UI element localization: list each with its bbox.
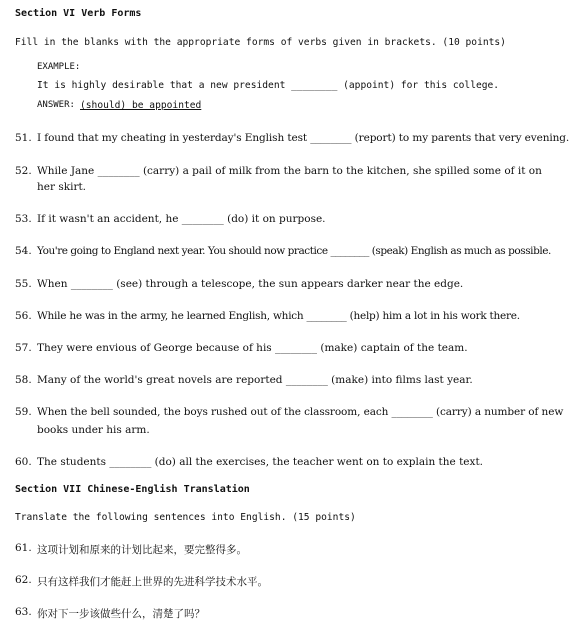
question-text: You're going to England next year. You should now practice ________ (speak) English as much as possible. xyxy=(37,245,551,257)
question-number: 61. xyxy=(15,542,32,554)
question-text-continued: her skirt. xyxy=(37,181,87,193)
section-6-title: Section VI Verb Forms xyxy=(15,8,142,19)
question-number: 60. xyxy=(15,456,32,468)
question-number: 57. xyxy=(15,342,32,354)
question-number: 54. xyxy=(15,245,32,257)
question-text: 只有这样我们才能赶上世界的先进科学技术水平。 xyxy=(37,576,268,588)
question-number: 63. xyxy=(15,606,32,618)
question-number: 58. xyxy=(15,374,32,386)
question-number: 55. xyxy=(15,278,32,290)
question-text: When the bell sounded, the boys rushed out of the classroom, each ________ (carry) a number of new xyxy=(37,406,564,418)
question-number: 53. xyxy=(15,213,32,225)
question-text: They were envious of George because of his ________ (make) captain of the team. xyxy=(37,342,468,354)
question-number: 56. xyxy=(15,310,32,322)
question-text: While he was in the army, he learned English, which ________ (help) him a lot in his work there. xyxy=(37,310,520,322)
question-number: 52. xyxy=(15,165,32,177)
section-7-instruction: Translate the following sentences into English. (15 points) xyxy=(15,512,356,523)
question-number: 59. xyxy=(15,406,32,418)
section-7-title: Section VII Chinese-English Translation xyxy=(15,484,250,495)
question-text-continued: books under his arm. xyxy=(37,424,150,436)
section-6-instruction: Fill in the blanks with the appropriate forms of verbs given in brackets. (10 points) xyxy=(15,37,506,48)
question-number: 62. xyxy=(15,574,32,586)
example-label: EXAMPLE: xyxy=(37,62,81,72)
answer-label: ANSWER: xyxy=(37,100,75,110)
question-text: When ________ (see) through a telescope, the sun appears darker near the edge. xyxy=(37,278,464,290)
question-text: The students ________ (do) all the exercises, the teacher went on to explain the text. xyxy=(37,456,484,468)
answer-text: (should) be appointed xyxy=(80,100,202,111)
question-number: 51. xyxy=(15,132,32,144)
question-text: While Jane ________ (carry) a pail of milk from the barn to the kitchen, she spilled some of it on xyxy=(37,165,542,177)
question-text: 这项计划和原来的计划比起来，要完整得多。 xyxy=(37,544,247,556)
question-text: If it wasn't an accident, he ________ (do) it on purpose. xyxy=(37,213,326,225)
question-text: 你对下一步该做些什么，清楚了吗？ xyxy=(37,608,205,620)
question-text: I found that my cheating in yesterday's English test ________ (report) to my parents that very evening. xyxy=(37,132,570,144)
example-sentence: It is highly desirable that a new president ________ (appoint) for this college. xyxy=(37,80,500,91)
question-text: Many of the world's great novels are reported ________ (make) into films last year. xyxy=(37,374,473,386)
